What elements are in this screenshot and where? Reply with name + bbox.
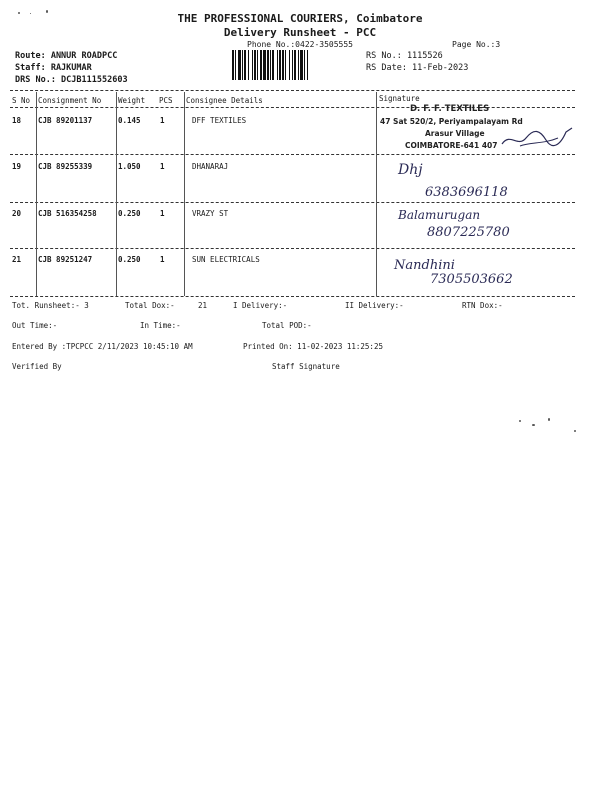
handwritten-name: Balamurugan bbox=[398, 208, 481, 222]
row-rule bbox=[10, 202, 575, 203]
row-consignment: CJB 516354258 bbox=[38, 209, 97, 218]
printed-on: Printed On: 11-02-2023 11:25:25 bbox=[243, 342, 383, 351]
handwritten-phone: 6383696118 bbox=[425, 185, 508, 200]
rtn-dox: RTN Dox:- bbox=[462, 301, 503, 310]
col-header-signature: Signature bbox=[379, 94, 420, 103]
total-pod: Total POD:- bbox=[262, 321, 312, 330]
row-weight: 0.145 bbox=[118, 116, 141, 125]
table-bottom-rule bbox=[10, 296, 575, 297]
col-header-pcs: PCS bbox=[159, 96, 173, 105]
scan-speck bbox=[548, 418, 550, 421]
staff-label: Staff: RAJKUMAR bbox=[15, 63, 92, 73]
row-pcs: 1 bbox=[160, 209, 165, 218]
row-consignment: CJB 89255339 bbox=[38, 162, 93, 171]
row-consignment: CJB 89201137 bbox=[38, 116, 93, 125]
in-time: In Time:- bbox=[140, 321, 181, 330]
column-divider bbox=[116, 92, 117, 296]
row-pcs: 1 bbox=[160, 162, 165, 171]
column-divider bbox=[184, 92, 185, 296]
row-rule bbox=[10, 248, 575, 249]
rs-number: RS No.: 1115526 bbox=[366, 51, 443, 61]
entered-by: Entered By :TPCPCC 2/11/2023 10:45:10 AM bbox=[12, 342, 193, 351]
col-header-consignment: Consignment No bbox=[38, 96, 102, 105]
row-consignee: DHANARAJ bbox=[192, 162, 229, 171]
i-delivery: I Delivery:- bbox=[233, 301, 288, 310]
row-weight: 1.050 bbox=[118, 162, 141, 171]
row-weight: 0.250 bbox=[118, 209, 141, 218]
row-sno: 19 bbox=[12, 162, 22, 171]
staff-signature: Staff Signature bbox=[272, 362, 340, 371]
row-sno: 21 bbox=[12, 255, 22, 264]
row-sno: 20 bbox=[12, 209, 22, 218]
scan-speck bbox=[532, 424, 535, 426]
scan-speck bbox=[519, 420, 521, 422]
stamp-line: 47 Sat 520/2, Periyampalayam Rd bbox=[380, 117, 523, 126]
total-dox-label: Total Dox:- bbox=[125, 301, 175, 310]
barcode bbox=[232, 50, 357, 80]
route-label: Route: ANNUR ROADPCC bbox=[15, 51, 118, 61]
drs-number: DRS No.: DCJB111552603 bbox=[15, 75, 128, 85]
row-consignee: DFF TEXTILES bbox=[192, 116, 247, 125]
row-pcs: 1 bbox=[160, 255, 165, 264]
document-subtitle: Delivery Runsheet - PCC bbox=[223, 26, 377, 39]
total-dox-value: 21 bbox=[198, 301, 208, 310]
row-consignee: VRAZY ST bbox=[192, 209, 229, 218]
stamp-line: Arasur Village bbox=[425, 129, 485, 138]
company-title: THE PROFESSIONAL COURIERS, Coimbatore bbox=[177, 12, 423, 25]
out-time: Out Time:- bbox=[12, 321, 58, 330]
scan-speck bbox=[574, 430, 576, 432]
col-header-weight: Weight bbox=[118, 96, 146, 105]
row-consignment: CJB 89251247 bbox=[38, 255, 93, 264]
row-sno: 18 bbox=[12, 116, 22, 125]
stamp-line: D. F. F. TEXTILES bbox=[410, 104, 490, 114]
column-divider bbox=[36, 92, 37, 296]
verified-by: Verified By bbox=[12, 362, 62, 371]
handwritten-name: Dhj bbox=[398, 162, 423, 178]
stamp-line: COIMBATORE-641 407 bbox=[405, 141, 498, 150]
phone-number: Phone No.:0422-3505555 bbox=[247, 40, 353, 49]
table-header-rule bbox=[10, 107, 575, 108]
col-header-sno: S No bbox=[12, 96, 31, 105]
rs-date: RS Date: 11-Feb-2023 bbox=[366, 63, 469, 73]
handwritten-phone: 7305503662 bbox=[430, 272, 513, 287]
col-header-consignee: Consignee Details bbox=[186, 96, 263, 105]
page-number: Page No.:3 bbox=[452, 40, 501, 49]
table-top-rule bbox=[10, 90, 575, 91]
ii-delivery: II Delivery:- bbox=[345, 301, 404, 310]
row-pcs: 1 bbox=[160, 116, 165, 125]
row-consignee: SUN ELECTRICALS bbox=[192, 255, 260, 264]
column-divider bbox=[376, 92, 377, 296]
handwritten-name: Nandhini bbox=[394, 258, 455, 273]
row-weight: 0.250 bbox=[118, 255, 141, 264]
total-runsheet: Tot. Runsheet:- 3 bbox=[12, 301, 89, 310]
handwritten-signature bbox=[500, 124, 575, 150]
row-rule bbox=[10, 154, 575, 155]
handwritten-phone: 8807225780 bbox=[427, 225, 510, 240]
